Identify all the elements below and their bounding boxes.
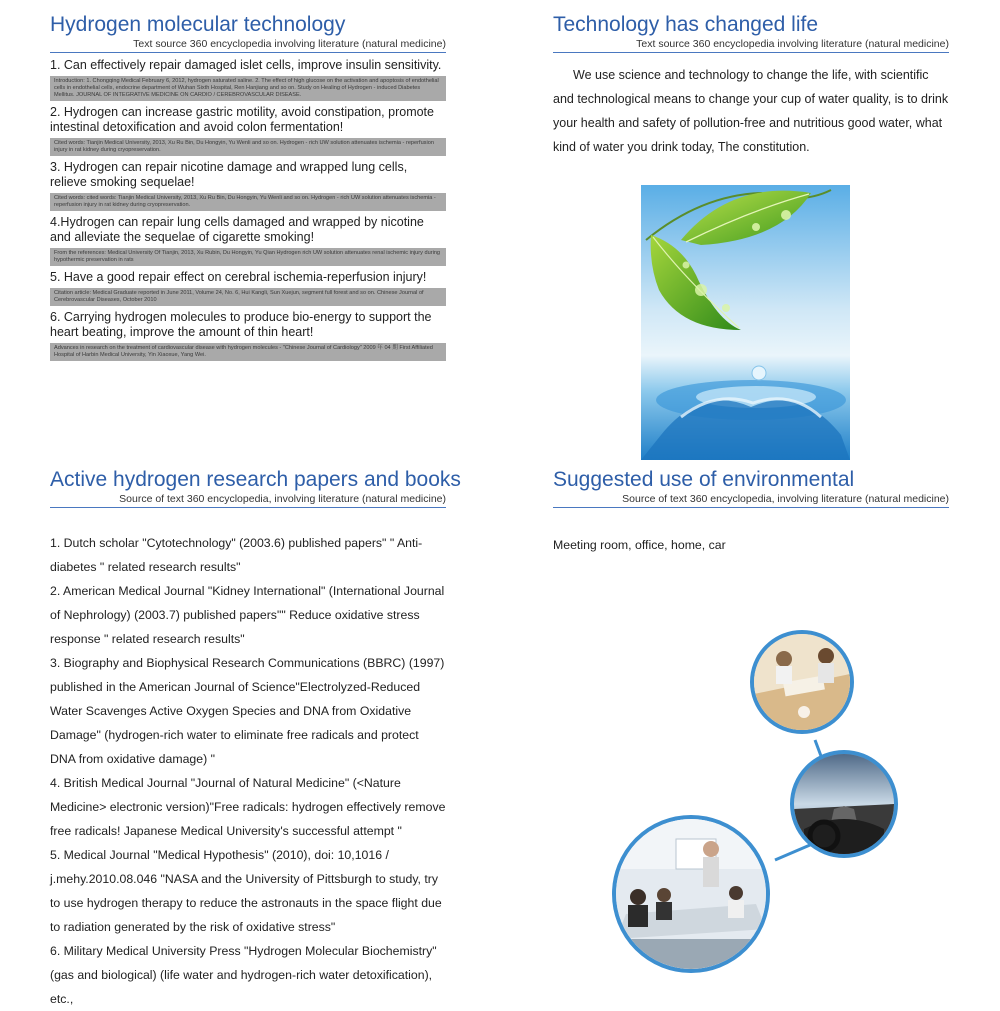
- paper-item: 5. Medical Journal "Medical Hypothesis" (2010), doi: 10,1016 / j.mehy.2010.08.046 "NASA and the University of Pittsburgh to study, try to use hydrogen therapy to reduce the astronauts in the space flight due to radiation generated by the risk of oxidative stress": [50, 848, 442, 934]
- environment-section: [553, 468, 949, 557]
- meeting-room-icon: [616, 819, 766, 969]
- office-photo: [750, 630, 854, 734]
- claim-item: 5. Have a good repair effect on cerebral ischemia-reperfusion injury!: [50, 270, 427, 284]
- section-title: Suggested use of environmental: [553, 468, 855, 491]
- paper-item: 3. Biography and Biophysical Research Communications (BBRC) (1997) published in the American Journal of Science"Electrolyzed-Reduced Water Scavenges Active Oxygen Species and DNA from Oxidative Damage" (hydrogen-rich water to eliminate free radicals and protect DNA from oxidative damage) ": [50, 656, 445, 766]
- paper-item: 1. Dutch scholar "Cytotechnology" (2003.6) published papers" " Anti-diabetes " related research results": [50, 536, 423, 574]
- technology-section: [553, 13, 949, 159]
- section-title: Active hydrogen research papers and books: [50, 468, 461, 491]
- citation-block: Introduction: 1. Chongqing Medical February 6, 2012, hydrogen saturated saline. 2. The effect of high glucose on the activation and apoptosis of endothelial cells in endothelial cells, endocrine department of Wuhan Sixth Hospital, Ren Hanjiang and so on. Study on Healing of Hydrogen - induced Diabetes Mellitus. JOURNAL OF INTEGRATIVE MEDICINE ON CARDIO / CEREBROVASCULAR DISEASE.: [50, 76, 446, 101]
- citation-block: Advances in research on the treatment of cardiovascular disease with hydrogen molecules - "Chinese Journal of Cardiology" 2009 年 04 期 First Affiliated Hospital of Harbin Medical University, Yin Xiaoxue, Yang Wei.: [50, 343, 446, 361]
- citation-block: Cited words: Tianjin Medical University, 2013, Xu Ru Bin, Du Hongyin, Yu Wenli and so on. Hydrogen - rich UW solution attenuates ischemia - reperfusion injury in rat kidney during cryopreservation.: [50, 138, 446, 156]
- claim-item: 2. Hydrogen can increase gastric motility, avoid constipation, promote intestinal detoxification and avoid colon fermentation!: [50, 105, 434, 134]
- environment-body: Meeting room, office, home, car: [553, 538, 726, 552]
- section-source: Source of text 360 encyclopedia, involving literature (natural medicine): [553, 493, 949, 508]
- paper-item: 2. American Medical Journal "Kidney International" (International Journal of Nephrology) (2003.7) published papers"" Reduce oxidative stress response " related research results": [50, 584, 445, 646]
- leaf-water-icon: [641, 185, 850, 460]
- hydrogen-section: [50, 13, 446, 361]
- paper-item: 4. British Medical Journal "Journal of Natural Medicine" (<Nature Medicine> electronic version)"Free radicals: hydrogen effectively remove free radicals! Japanese Medical University's successful attempt ": [50, 776, 446, 838]
- claim-item: 6. Carrying hydrogen molecules to produce bio-energy to support the heart beating, improve the amount of thin heart!: [50, 310, 432, 339]
- technology-body: We use science and technology to change the life, with scientific and technological means to change your cup of water quality, is to drink your health and safety of pollution-free and nutritious good water, what kind of water you drink today, The constitution.: [553, 68, 949, 154]
- citation-block: Cited words: cited words: Tianjin Medical University, 2013, Xu Ru Bin, Du Hongyin, Yu Wenli and so on. Hydrogen - rich UW solution attenuates ischemia - reperfusion injury in rat kidney during cryopreservation.: [50, 193, 446, 211]
- papers-section: [50, 468, 461, 1011]
- section-source: Source of text 360 encyclopedia, involving literature (natural medicine): [50, 493, 446, 508]
- citation-block: Citation article: Medical Graduate reported in June 2011, Volume 24, No. 6, Hui Kangli, Sun Xuejun, segment full forest and so on. Chinese Journal of Cerebrovascular Diseases, October 2010: [50, 288, 446, 306]
- office-icon: [754, 634, 850, 730]
- section-source: Text source 360 encyclopedia involving literature (natural medicine): [50, 38, 446, 53]
- car-icon: [794, 754, 894, 854]
- paper-list: [50, 531, 446, 1011]
- section-source: Text source 360 encyclopedia involving literature (natural medicine): [553, 38, 949, 53]
- leaf-water-photo: [641, 185, 850, 460]
- claim-list: [50, 58, 446, 361]
- car-photo: [790, 750, 898, 858]
- meeting-room-photo: [612, 815, 770, 973]
- claim-item: 1. Can effectively repair damaged islet cells, improve insulin sensitivity.: [50, 58, 442, 72]
- paper-item: 6. Military Medical University Press "Hydrogen Molecular Biochemistry" (gas and biological) (life water and hydrogen-rich water detoxification), etc.,: [50, 944, 437, 1006]
- citation-block: From the references: Medical University Of Tianjin, 2013, Xu Rubin, Du Hongyin, Yu Qian Hydrogen rich UW solution attenuates renal ischemic injury during hypothermic preservation in rats: [50, 248, 446, 266]
- section-title: Technology has changed life: [553, 13, 819, 36]
- section-title: Hydrogen molecular technology: [50, 13, 346, 36]
- claim-item: 3. Hydrogen can repair nicotine damage and wrapped lung cells, relieve smoking sequelae!: [50, 160, 408, 189]
- claim-item: 4.Hydrogen can repair lung cells damaged and wrapped by nicotine and alleviate the sequelae of cigarette smoking!: [50, 215, 424, 244]
